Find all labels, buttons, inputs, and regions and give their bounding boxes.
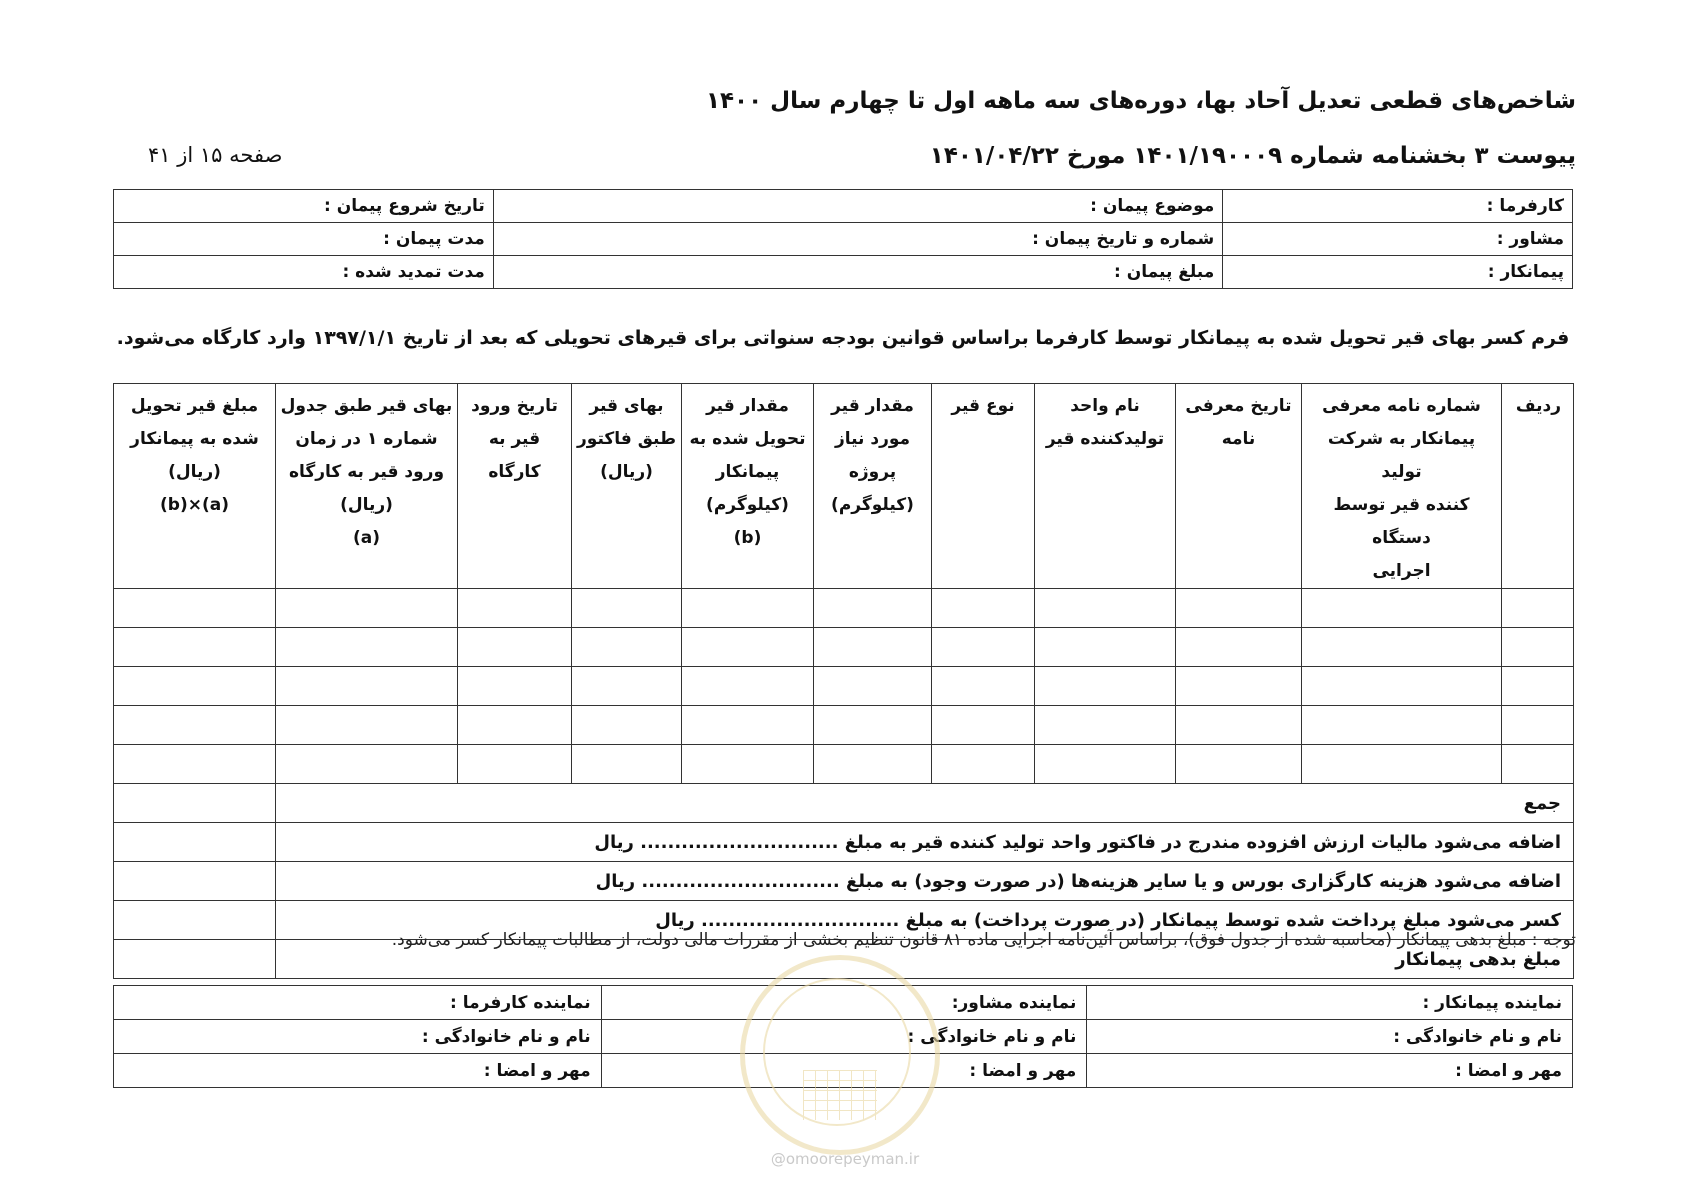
summary-value-cell: [114, 784, 276, 823]
table-cell: [114, 706, 276, 745]
signature-cell: نام و نام خانوادگی :: [114, 1020, 602, 1054]
table-cell: [1502, 745, 1574, 784]
column-header-line: مقدار قیر: [706, 396, 789, 416]
column-header: [572, 384, 682, 589]
table-row: [114, 628, 1574, 667]
table-cell: [814, 589, 932, 628]
column-header-line: تولیدکننده قیر: [1045, 429, 1165, 449]
table-cell: [682, 706, 814, 745]
summary-label: مبلغ بدهی پیمانکار: [276, 940, 1574, 979]
table-cell: [458, 667, 572, 706]
table-cell: [814, 706, 932, 745]
table-cell: [932, 745, 1035, 784]
table-cell: [276, 589, 458, 628]
watermark-grid: [803, 1070, 877, 1120]
table-cell: [814, 745, 932, 784]
summary-row: [114, 862, 1574, 901]
signature-cell: نام و نام خانوادگی :: [601, 1020, 1087, 1054]
column-header-line: ردیف: [1515, 396, 1561, 416]
signature-cell: نماینده پیمانکار :: [1087, 986, 1573, 1020]
column-header-line: نام واحد: [1070, 396, 1140, 416]
table-cell: [682, 667, 814, 706]
table-cell: [114, 745, 276, 784]
column-header-line: تاریخ معرفی: [1185, 396, 1292, 416]
table-cell: [1502, 589, 1574, 628]
watermark-text: @omoorepeyman.ir: [770, 1150, 920, 1168]
table-cell: [458, 589, 572, 628]
column-header-line: (کیلوگرم): [706, 495, 789, 515]
table-cell: [114, 628, 276, 667]
form-title: فرم کسر بهای قیر تحویل شده به پیمانکار توسط کارفرما براساس قوانین بودجه سنواتی برای قیرهای تحویلی که بعد از تاریخ ۱۳۹۷/۱/۱ وارد کارگاه می‌شود.: [116, 327, 1570, 349]
document-subtitle: پیوست ۳ بخشنامه شماره ۱۴۰۱/۱۹۰۰۰۹ مورخ ۱۴۰۱/۰۴/۲۲: [929, 143, 1576, 169]
table-cell: [814, 628, 932, 667]
page-number: صفحه ۱۵ از ۴۱: [148, 143, 283, 167]
deduction-note: توجه : مبلغ بدهی پیمانکار (محاسبه شده از جدول فوق)، براساس آئین‌نامه اجرایی ماده ۸۱ قانون تنظیم بخشی از مقررات مالی دولت، از مطالبات پیمانکار کسر می‌شود.: [391, 930, 1576, 950]
signature-cell: نماینده مشاور:: [601, 986, 1087, 1020]
table-cell: [572, 706, 682, 745]
signature-cell: مهر و امضا :: [114, 1054, 602, 1088]
column-header-line: (ریال): [600, 462, 653, 482]
watermark-seal: [740, 955, 940, 1155]
info-row: [114, 223, 1573, 256]
column-header-line: اجرایی: [1372, 561, 1431, 581]
table-cell: [276, 706, 458, 745]
column-header: [1035, 384, 1176, 589]
signature-cell: نماینده کارفرما :: [114, 986, 602, 1020]
info-cell: تاریخ شروع پیمان :: [114, 190, 494, 223]
summary-label: کسر می‌شود مبلغ پرداخت شده توسط پیمانکار (در صورت پرداخت) به مبلغ ............................. ریال: [276, 901, 1574, 940]
table-cell: [572, 628, 682, 667]
table-cell: [572, 745, 682, 784]
info-row: [114, 256, 1573, 289]
table-cell: [1176, 745, 1302, 784]
summary-row: [114, 784, 1574, 823]
table-row: [114, 745, 1574, 784]
table-cell: [276, 745, 458, 784]
column-header-line: (a)×(b): [159, 495, 229, 515]
info-cell: پیمانکار :: [1223, 256, 1573, 289]
column-header-line: نامه: [1221, 429, 1256, 449]
table-cell: [814, 667, 932, 706]
table-row: [114, 589, 1574, 628]
info-cell: کارفرما :: [1223, 190, 1573, 223]
summary-label: اضافه می‌شود هزینه کارگزاری بورس و یا سایر هزینه‌ها (در صورت وجود) به مبلغ ............................. ریال: [276, 862, 1574, 901]
table-cell: [682, 628, 814, 667]
table-cell: [1176, 589, 1302, 628]
summary-value-cell: [114, 940, 276, 979]
document-title: شاخص‌های قطعی تعدیل آحاد بها، دوره‌های سه ماهه اول تا چهارم سال ۱۴۰۰: [705, 88, 1576, 114]
info-row: [114, 190, 1573, 223]
info-cell: مدت پیمان :: [114, 223, 494, 256]
table-cell: [1176, 628, 1302, 667]
column-header: [1502, 384, 1574, 589]
column-header: [682, 384, 814, 589]
table-cell: [1035, 628, 1176, 667]
table-cell: [1035, 589, 1176, 628]
contract-info-table: [113, 189, 1573, 289]
column-header: [458, 384, 572, 589]
signature-cell: مهر و امضا :: [1087, 1054, 1573, 1088]
column-header-line: پروژه: [848, 462, 897, 482]
info-cell: مدت تمدید شده :: [114, 256, 494, 289]
table-cell: [1035, 745, 1176, 784]
column-header-line: بهای قیر طبق جدول: [280, 396, 453, 416]
column-header-line: ورود قیر به کارگاه: [288, 462, 445, 482]
column-header-line: شماره نامه معرفی: [1322, 396, 1481, 416]
signature-cell: مهر و امضا :: [601, 1054, 1087, 1088]
table-cell: [572, 667, 682, 706]
table-cell: [932, 589, 1035, 628]
summary-value-cell: [114, 901, 276, 940]
table-cell: [1502, 667, 1574, 706]
column-header-line: بهای قیر: [589, 396, 664, 416]
signature-cell: نام و نام خانوادگی :: [1087, 1020, 1573, 1054]
column-header-line: (ریال): [340, 495, 393, 515]
info-cell: موضوع پیمان :: [493, 190, 1222, 223]
table-cell: [1502, 628, 1574, 667]
column-header: [814, 384, 932, 589]
table-cell: [458, 745, 572, 784]
info-cell: شماره و تاریخ پیمان :: [493, 223, 1222, 256]
table-cell: [932, 706, 1035, 745]
column-header: [1302, 384, 1502, 589]
table-cell: [1302, 667, 1502, 706]
column-header-line: شده به پیمانکار: [130, 429, 259, 449]
column-header-line: (ریال): [168, 462, 221, 482]
column-header: [114, 384, 276, 589]
column-header-line: کارگاه: [488, 462, 541, 482]
table-row: [114, 667, 1574, 706]
table-cell: [1302, 589, 1502, 628]
table-cell: [1035, 706, 1176, 745]
table-cell: [458, 628, 572, 667]
summary-label: جمع: [276, 784, 1574, 823]
table-cell: [1176, 667, 1302, 706]
column-header-line: مقدار قیر: [831, 396, 914, 416]
column-header-line: قیر به: [488, 429, 541, 449]
column-header-line: مورد نیاز: [834, 429, 911, 449]
summary-label: اضافه می‌شود مالیات ارزش افزوده مندرج در فاکتور واحد تولید کننده قیر به مبلغ ............................. ریال: [276, 823, 1574, 862]
column-header-line: پیمانکار به شرکت تولید: [1327, 429, 1476, 482]
table-cell: [682, 745, 814, 784]
table-cell: [1035, 667, 1176, 706]
column-header-line: پیمانکار: [715, 462, 780, 482]
table-cell: [276, 628, 458, 667]
column-header-line: (a): [352, 528, 381, 548]
column-header-line: نوع قیر: [951, 396, 1015, 416]
column-header: [1176, 384, 1302, 589]
column-header-line: کننده قیر توسط دستگاه: [1333, 495, 1470, 548]
summary-row: [114, 823, 1574, 862]
table-cell: [1176, 706, 1302, 745]
table-cell: [1302, 745, 1502, 784]
bitumen-deduction-table: [113, 383, 1574, 979]
summary-value-cell: [114, 862, 276, 901]
table-cell: [1502, 706, 1574, 745]
column-header-line: مبلغ قیر تحویل: [130, 396, 259, 416]
table-cell: [572, 589, 682, 628]
table-cell: [1302, 706, 1502, 745]
table-cell: [682, 589, 814, 628]
table-cell: [114, 667, 276, 706]
column-header-line: (b): [733, 528, 762, 548]
column-header-line: شماره ۱ در زمان: [295, 429, 438, 449]
column-header-line: (کیلوگرم): [831, 495, 914, 515]
column-header: [932, 384, 1035, 589]
table-cell: [114, 589, 276, 628]
info-cell: مبلغ پیمان :: [493, 256, 1222, 289]
table-cell: [932, 667, 1035, 706]
summary-value-cell: [114, 823, 276, 862]
table-cell: [276, 667, 458, 706]
info-cell: مشاور :: [1223, 223, 1573, 256]
column-header-line: تحویل شده به: [689, 429, 806, 449]
column-header: [276, 384, 458, 589]
table-row: [114, 706, 1574, 745]
column-header-line: تاریخ ورود: [471, 396, 558, 416]
table-cell: [458, 706, 572, 745]
column-header-line: طبق فاکتور: [577, 429, 676, 449]
table-cell: [932, 628, 1035, 667]
table-cell: [1302, 628, 1502, 667]
